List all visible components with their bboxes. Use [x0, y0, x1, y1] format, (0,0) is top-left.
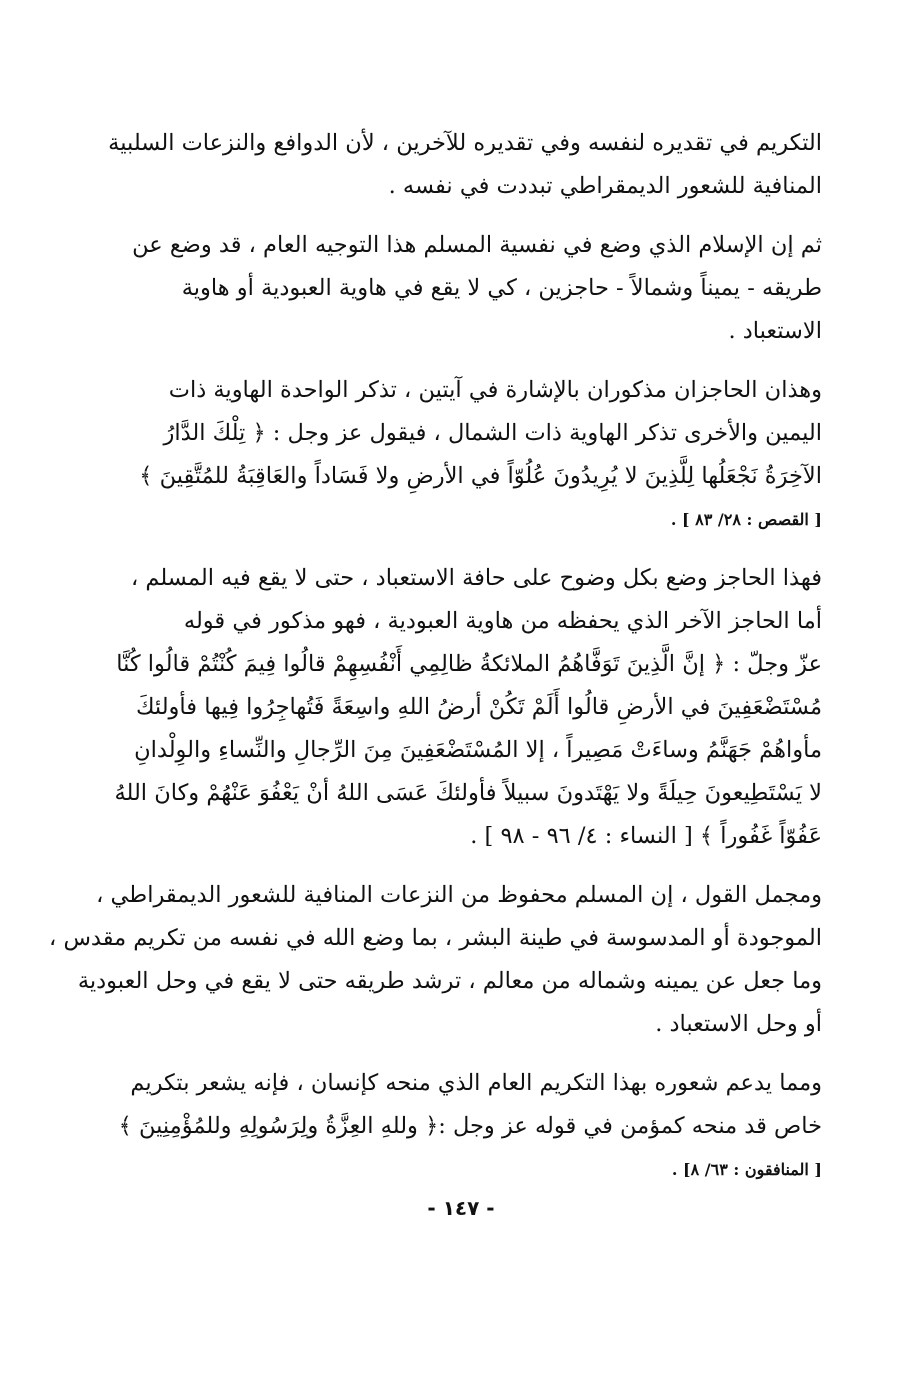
- citation-line: [ القصص : ٢٨/ ٨٣ ] .: [670, 510, 822, 529]
- paragraph-5: [49, 874, 822, 1046]
- paragraph-gap: [132, 353, 822, 369]
- text-line: وهذان الحاجزان مذكوران بالإشارة في آيتين ، تذكر الواحدة الهاوية ذات: [168, 377, 822, 403]
- page-body: [49, 122, 822, 1191]
- paragraph-4: [114, 557, 822, 858]
- text-line: طريقه - يميناً وشمالاً - حاجزين ، كي لا يقع في هاوية العبودية أو هاوية: [181, 275, 822, 301]
- quran-verse-line: لا يَسْتَطِيعونَ حِيلَةً ولا يَهْتَدونَ سبيلاً فأولئكَ عَسَى اللهُ أنْ يَعْفُوَ عَنْهُمْ وكانَ اللهُ: [114, 780, 822, 806]
- paragraph-gap: [132, 541, 822, 557]
- text-line: الاستعباد .: [728, 318, 822, 344]
- quran-verse-line: خاص قد منحه كمؤمن في قوله عز وجل :﴿ وللهِ العِزَّةُ ولِرَسُولِهِ وللمُؤْمِنِينَ ﴾: [118, 1113, 822, 1139]
- text-line: فهذا الحاجز وضع بكل وضوح على حافة الاستعباد ، حتى لا يقع فيه المسلم ،: [130, 565, 822, 591]
- paragraph-6: [118, 1062, 822, 1191]
- quran-verse-line: عزّ وجلّ : ﴿ إنَّ الَّذِينَ تَوَفَّاهُمُ الملائكةُ ظالِمِي أَنْفُسِهِمْ قالُوا فِيمَ كُنْتُمْ قالُوا كُنَّا: [116, 651, 822, 677]
- paragraph-gap: [132, 858, 822, 874]
- text-line: اليمين والأخرى تذكر الهاوية ذات الشمال ، فيقول عز وجل : ﴿ تِلْكَ الدَّارُ: [163, 420, 822, 446]
- text-line: ومجمل القول ، إن المسلم محفوظ من النزعات المنافية للشعور الديمقراطي ،: [96, 882, 822, 908]
- citation-line: عَفُوّاً غَفُوراً ﴾ [ النساء : ٤/ ٩٦ - ٩٨ ] .: [470, 823, 822, 849]
- text-line: أما الحاجز الآخر الذي يحفظه من هاوية العبودية ، فهو مذكور في قوله: [183, 608, 822, 634]
- paragraph-2: [132, 224, 822, 353]
- paragraph-gap: [132, 208, 822, 224]
- text-line: وما جعل عن يمينه وشماله من معالم ، ترشد طريقه حتى لا يقع في وحل العبودية: [77, 968, 822, 994]
- quran-verse-line: الآخِرَةُ نَجْعَلُها لِلَّذِينَ لا يُرِيدُونَ عُلُوّاً في الأرضِ ولا فَسَاداً والعَاقِبَةُ للمُتَّقِينَ ﴾: [139, 463, 822, 489]
- text-line: المنافية للشعور الديمقراطي تبددت في نفسه .: [388, 173, 822, 199]
- text-line: ثم إن الإسلام الذي وضع في نفسية المسلم هذا التوجيه العام ، قد وضع عن: [132, 232, 822, 258]
- page-number: - ١٤٧ -: [427, 1196, 495, 1220]
- quran-verse-line: مأواهُمْ جَهَنَّمُ وساءَتْ مَصِيراً ، إلا المُسْتَضْعَفِينَ مِنَ الرِّجالِ والنِّساءِ والوِلْدانِ: [134, 737, 822, 763]
- text-line: ومما يدعم شعوره بهذا التكريم العام الذي منحه كإنسان ، فإنه يشعر بتكريم: [130, 1070, 822, 1096]
- paragraph-gap: [132, 1046, 822, 1062]
- text-line: التكريم في تقديره لنفسه وفي تقديره للآخرين ، لأن الدوافع والنزعات السلبية: [108, 130, 822, 156]
- paragraph-3: [132, 369, 822, 541]
- text-line: الموجودة أو المدسوسة في طينة البشر ، بما وضع الله في نفسه من تكريم مقدس ،: [49, 925, 822, 951]
- paragraph-1: [108, 122, 822, 208]
- citation-line: [ المنافقون : ٦٣/ ٨] .: [671, 1160, 822, 1179]
- quran-verse-line: مُسْتَضْعَفِينَ في الأرضِ قالُوا أَلَمْ تَكُنْ أرضُ اللهِ واسِعَةً فَتُهاجِرُوا فِيها فأولئكَ: [135, 694, 822, 720]
- text-line: أو وحل الاستعباد .: [655, 1011, 822, 1037]
